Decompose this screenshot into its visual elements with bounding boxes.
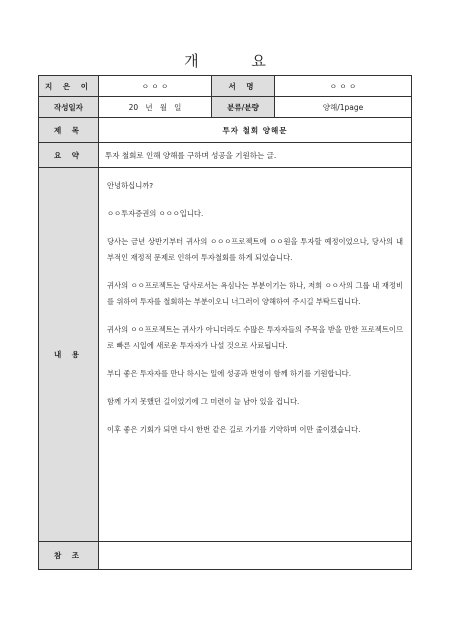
content-paragraph: 함께 가지 못했던 길이었기에 그 미련이 늘 남아 있을 겁니다.	[107, 397, 300, 406]
summary-value: 투자 철회로 인해 양해를 구하며 성공을 기원하는 글.	[99, 143, 412, 168]
document-title: 개 요	[184, 52, 290, 70]
content-paragraph: ㅇㅇ투자증권의 ㅇㅇㅇ입니다.	[107, 209, 204, 218]
subject-row	[39, 118, 412, 143]
content-paragraph: 부디 좋은 투자자를 만나 하시는 일에 성공과 번영이 함께 하기를 기원합니다.	[107, 369, 352, 378]
content-paragraph: 이후 좋은 기회가 되면 다시 한번 같은 길로 가기를 기약하며 이만 줄이겠습니다.	[107, 425, 361, 434]
signature-label: 서 명	[212, 76, 275, 97]
summary-label: 요 약	[39, 143, 99, 168]
reference-row	[39, 542, 412, 570]
content-paragraph: 귀사의 ㅇㅇ프로젝트는 귀사가 아니더라도 수많은 투자자들의 주목을 받을 만한 프로젝트이므로 빠른 시일에 새로운 투자자가 나설 것으로 사료됩니다.	[107, 325, 403, 350]
author-label: 지 은 이	[39, 76, 99, 97]
category-label: 분류/분량	[212, 97, 275, 118]
summary-row	[39, 143, 412, 168]
subject-value: 투자 철회 양해문	[99, 118, 412, 143]
reference-label: 참 조	[39, 542, 99, 570]
subject-label: 제 목	[39, 118, 99, 143]
date-row	[39, 97, 412, 118]
content-body	[99, 168, 412, 542]
content-row	[39, 168, 412, 542]
content-paragraph: 귀사의 ㅇㅇ프로젝트는 당사로서는 욕심나는 부분이기는 하나, 저희 ㅇㅇ사의 그룹 내 재정비를 위하여 투자를 철회하는 부분이오니 너그러이 양해하여 주시길 부탁드립니다.	[107, 281, 403, 306]
author-row	[39, 76, 412, 97]
date-value: 20 년 월 일	[99, 97, 212, 118]
reference-value	[99, 542, 412, 570]
signature-value: ㅇ ㅇ ㅇ	[275, 76, 412, 97]
content-paragraph: 안녕하십니까?	[107, 181, 154, 190]
author-value: ㅇ ㅇ ㅇ	[99, 76, 212, 97]
category-value: 양해/1page	[275, 97, 412, 118]
content-label: 내 용	[39, 168, 99, 542]
content-paragraph: 당사는 금년 상반기부터 귀사의 ㅇㅇㅇ프로젝트에 ㅇㅇ원을 투자할 예정이었으나, 당사의 내부적인 재정적 문제로 인하여 투자철회를 하게 되었습니다.	[107, 237, 403, 262]
summary-form-table	[38, 75, 412, 570]
date-label: 작성일자	[39, 97, 99, 118]
